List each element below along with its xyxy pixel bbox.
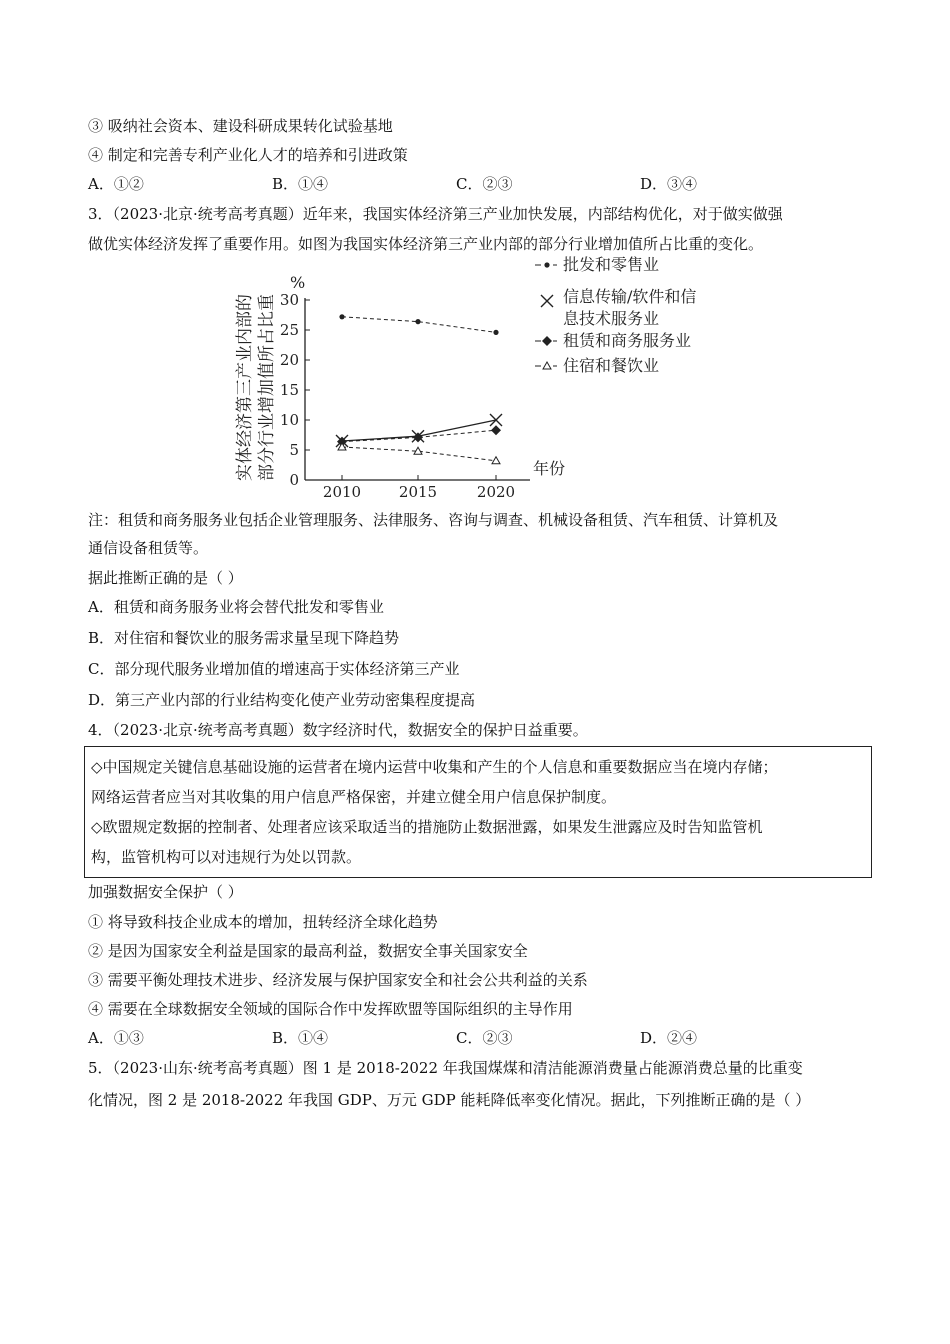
- q3-line-chart: [230, 256, 730, 506]
- q2-item-3: ③ 吸纳社会资本、建设科研成果转化试验基地: [88, 117, 393, 135]
- chart-point-0-0: [339, 314, 344, 319]
- q4-option-a: A．①③: [88, 1029, 144, 1047]
- chart-ylabel-line1: 实体经济第三产业内部的: [235, 294, 255, 481]
- chart-x-label: 年份: [533, 459, 566, 478]
- q4-option-d: D．②④: [640, 1029, 698, 1047]
- chart-x-tick-label: 2020: [476, 483, 516, 501]
- q3-option-d: D．第三产业内部的行业结构变化使产业劳动密集程度提高: [88, 691, 476, 709]
- chart-point-2-2: [491, 425, 501, 435]
- q3-option-c: C．部分现代服务业增加值的增速高于实体经济第三产业: [88, 660, 460, 678]
- q4-stem: 4．（2023·北京·统考高考真题）数字经济时代，数据安全的保护日益重要。: [88, 721, 588, 739]
- q4-option-b: B．①④: [272, 1029, 329, 1047]
- q4-option-c: C．②③: [456, 1029, 513, 1047]
- q4-box-line2: 网络运营者应当对其收集的用户信息严格保密，并建立健全用户信息保护制度。: [91, 788, 617, 806]
- q3-note-line2: 通信设备租赁等。: [88, 539, 209, 557]
- q4-question: 加强数据安全保护（ ）: [88, 883, 243, 901]
- q2-item-4: ④ 制定和完善专利产业化人才的培养和引进政策: [88, 146, 408, 164]
- chart-series-line-0: [342, 317, 496, 333]
- chart-point-0-1: [415, 319, 420, 324]
- chart-ylabel-line2: 部分行业增加值所占比重: [257, 294, 277, 481]
- chart-y-tick-label: 25: [279, 321, 299, 339]
- legend-marker-0: [544, 262, 549, 267]
- chart-y-unit: %: [290, 273, 306, 292]
- chart-y-tick-label: 5: [289, 441, 299, 459]
- q5-stem-line2: 化情况，图 2 是 2018-2022 年我国 GDP、万元 GDP 能耗降低率变化情况。据此，下列推断正确的是（ ）: [88, 1091, 811, 1109]
- chart-x-tick-label: 2015: [398, 483, 438, 501]
- q2-option-b: B．①④: [272, 175, 329, 193]
- q3-option-b: B．对住宿和餐饮业的服务需求量呈现下降趋势: [88, 629, 400, 647]
- q4-item-3: ③ 需要平衡处理技术进步、经济发展与保护国家安全和社会公共利益的关系: [88, 971, 588, 989]
- legend-label-3: 住宿和餐饮业: [563, 356, 660, 375]
- chart-y-tick-label: 10: [279, 411, 299, 429]
- legend-marker-1: [541, 295, 553, 307]
- chart-point-3-2: [492, 457, 500, 464]
- q3-question: 据此推断正确的是（ ）: [88, 569, 243, 587]
- legend-label-1-line1: 信息传输/软件和信: [563, 287, 697, 306]
- chart-point-2-1: [413, 432, 423, 442]
- q4-material-box: [84, 746, 872, 878]
- legend-label-0: 批发和零售业: [563, 256, 660, 274]
- q2-option-c: C．②③: [456, 175, 513, 193]
- q3-stem-line1: 3．（2023·北京·统考高考真题）近年来，我国实体经济第三产业加快发展，内部结构优化，对于做实做强: [88, 205, 783, 223]
- chart-point-0-2: [493, 330, 498, 335]
- q3-note-line1: 注：租赁和商务服务业包括企业管理服务、法律服务、咨询与调查、机械设备租赁、汽车租赁、计算机及: [88, 511, 779, 529]
- chart-y-tick-label: 30: [279, 291, 299, 309]
- q4-box-line1: ◇中国规定关键信息基础设施的运营者在境内运营中收集和产生的个人信息和重要数据应当在境内存储；: [91, 758, 778, 776]
- chart-y-tick-label: 15: [279, 381, 299, 399]
- q3-stem-line2: 做优实体经济发挥了重要作用。如图为我国实体经济第三产业内部的部分行业增加值所占比重的变化。: [88, 235, 764, 253]
- chart-x-tick-label: 2010: [322, 483, 362, 501]
- q3-option-a: A．租赁和商务服务业将会替代批发和零售业: [88, 598, 384, 616]
- q4-item-2: ② 是因为国家安全利益是国家的最高利益，数据安全事关国家安全: [88, 942, 528, 960]
- q4-box-line3: ◇欧盟规定数据的控制者、处理者应该采取适当的措施防止数据泄露，如果发生泄露应及时告知监管机: [91, 818, 763, 836]
- legend-marker-2: [542, 336, 552, 346]
- chart-point-1-2: [490, 414, 502, 426]
- q2-option-a: A．①②: [88, 175, 144, 193]
- q2-option-d: D．③④: [640, 175, 698, 193]
- legend-label-1-line2: 息技术服务业: [563, 309, 660, 328]
- q4-item-4: ④ 需要在全球数据安全领域的国际合作中发挥欧盟等国际组织的主导作用: [88, 1000, 573, 1018]
- chart-y-tick-label: 0: [289, 471, 299, 489]
- q4-item-1: ① 将导致科技企业成本的增加，扭转经济全球化趋势: [88, 913, 438, 931]
- chart-y-tick-label: 20: [279, 351, 299, 369]
- q5-stem-line1: 5．（2023·山东·统考高考真题）图 1 是 2018-2022 年我国煤煤和清洁能源消费量占能源消费总量的比重变: [88, 1059, 803, 1077]
- legend-marker-3: [543, 362, 551, 369]
- q4-box-line4: 构，监管机构可以对违规行为处以罚款。: [91, 848, 362, 866]
- legend-label-2: 租赁和商务服务业: [563, 331, 692, 350]
